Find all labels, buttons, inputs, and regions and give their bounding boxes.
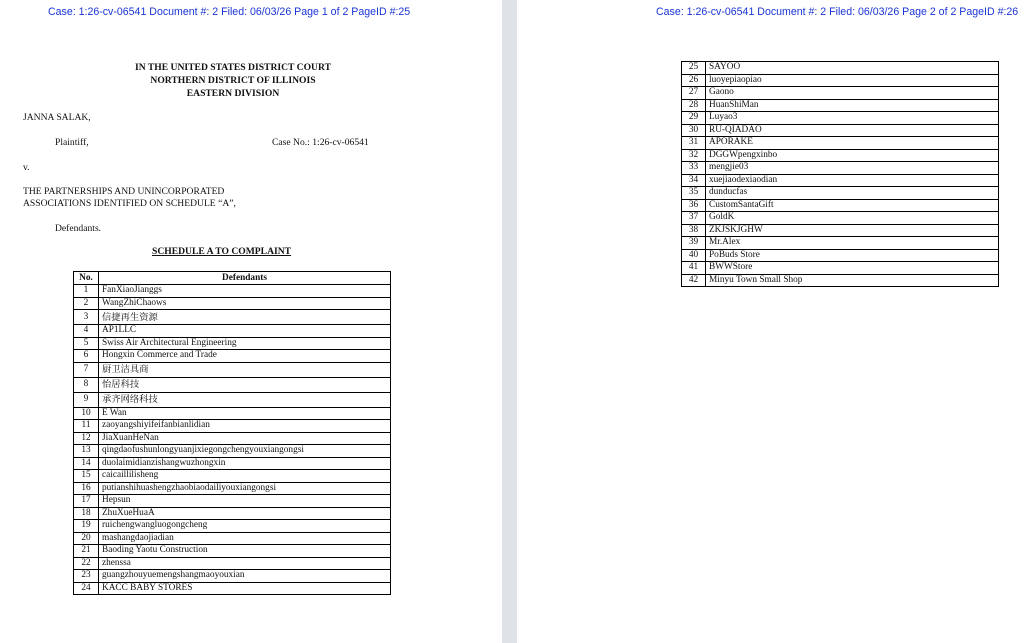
table-row: [74, 532, 391, 545]
row-number: 25: [682, 62, 706, 75]
row-number: 12: [74, 432, 99, 445]
table-row: [682, 74, 999, 87]
defendants-role: Defendants.: [55, 223, 102, 234]
defendant-name: Swiss Air Architectural Engineering: [99, 337, 391, 350]
court-name: IN THE UNITED STATES DISTRICT COURT: [135, 62, 331, 73]
table-row: [74, 362, 391, 377]
table-row: [682, 99, 999, 112]
table-row: [74, 545, 391, 558]
schedule-title: SCHEDULE A TO COMPLAINT: [152, 246, 292, 257]
table-row: [682, 112, 999, 125]
table-row: [682, 187, 999, 200]
row-number: 20: [74, 532, 99, 545]
defendant-name: Baoding Yaotu Construction: [99, 545, 391, 558]
table-row: [682, 224, 999, 237]
defendants-caption-line2: ASSOCIATIONS IDENTIFIED ON SCHEDULE “A”,: [23, 198, 236, 209]
row-number: 16: [74, 482, 99, 495]
row-number: 11: [74, 420, 99, 433]
defendant-name: 怡居科技: [99, 377, 391, 392]
defendant-name: qingdaofushunlongyuanjixiegongchengyouxiangongsi: [99, 445, 391, 458]
defendant-name: BWWStore: [706, 262, 999, 275]
row-number: 26: [682, 74, 706, 87]
row-number: 3: [74, 310, 99, 325]
table-row: [682, 237, 999, 250]
row-number: 33: [682, 162, 706, 175]
row-number: 30: [682, 124, 706, 137]
plaintiff-name: JANNA SALAK,: [23, 112, 91, 123]
row-number: 41: [682, 262, 706, 275]
table-row: [74, 582, 391, 595]
table-row: [682, 137, 999, 150]
defendant-name: CustomSantaGift: [706, 199, 999, 212]
table-row: [682, 87, 999, 100]
defendant-name: putianshihuashengzhaobiaodailiyouxiangongsi: [99, 482, 391, 495]
row-number: 40: [682, 249, 706, 262]
table-row: [74, 350, 391, 363]
case-number: Case No.: 1:26-cv-06541: [272, 137, 369, 148]
table-row: [682, 262, 999, 275]
versus: v.: [23, 162, 30, 173]
page-2: [517, 0, 1035, 643]
row-number: 9: [74, 392, 99, 407]
defendant-name: mashangdaojiadian: [99, 532, 391, 545]
row-number: 17: [74, 495, 99, 508]
row-number: 34: [682, 174, 706, 187]
defendant-name: luoyepiaopiao: [706, 74, 999, 87]
table-row: [74, 445, 391, 458]
court-district: NORTHERN DISTRICT OF ILLINOIS: [150, 75, 316, 86]
row-number: 18: [74, 507, 99, 520]
table-row: [682, 124, 999, 137]
defendant-name: Luyao3: [706, 112, 999, 125]
row-number: 27: [682, 87, 706, 100]
defendant-name: SAYOO: [706, 62, 999, 75]
table-row: [682, 149, 999, 162]
defendant-name: Gaono: [706, 87, 999, 100]
defendant-name: ruichengwangluogongcheng: [99, 520, 391, 533]
defendant-name: dunducfas: [706, 187, 999, 200]
defendant-name: KACC BABY STORES: [99, 582, 391, 595]
table-row: [74, 482, 391, 495]
defendant-name: WangZhiChaows: [99, 297, 391, 310]
row-number: 36: [682, 199, 706, 212]
defendant-name: 厨卫洁具商: [99, 362, 391, 377]
row-number: 21: [74, 545, 99, 558]
row-number: 37: [682, 212, 706, 225]
table-row: [74, 285, 391, 298]
defendant-name: GoldK: [706, 212, 999, 225]
defendant-name: zaoyangshiyifeifanbianlidian: [99, 420, 391, 433]
defendant-name: JiaXuanHeNan: [99, 432, 391, 445]
row-number: 31: [682, 137, 706, 150]
row-number: 42: [682, 274, 706, 287]
defendant-name: xuejiaodexiaodian: [706, 174, 999, 187]
defendant-name: APORAKE: [706, 137, 999, 150]
row-number: 22: [74, 557, 99, 570]
row-number: 14: [74, 457, 99, 470]
defendant-name: mengjie03: [706, 162, 999, 175]
table-row: [74, 325, 391, 338]
table-row: [74, 337, 391, 350]
defendant-name: FanXiaoJianggs: [99, 285, 391, 298]
column-header-defendants: Defendants: [99, 272, 391, 285]
row-number: 2: [74, 297, 99, 310]
defendant-name: Hepsun: [99, 495, 391, 508]
defendant-name: zhenssa: [99, 557, 391, 570]
defendant-name: Hongxin Commerce and Trade: [99, 350, 391, 363]
table-row: [682, 274, 999, 287]
table-row: [682, 162, 999, 175]
row-number: 23: [74, 570, 99, 583]
defendant-name: Minyu Town Small Shop: [706, 274, 999, 287]
defendant-name: Mr.Alex: [706, 237, 999, 250]
defendant-name: HuanShiMan: [706, 99, 999, 112]
defendant-name: 信捷再生资源: [99, 310, 391, 325]
row-number: 7: [74, 362, 99, 377]
table-row: [74, 310, 391, 325]
row-number: 39: [682, 237, 706, 250]
row-number: 15: [74, 470, 99, 483]
page-1: [0, 0, 502, 643]
defendant-name: 承齐网络科技: [99, 392, 391, 407]
table-row: [74, 432, 391, 445]
table-row: [74, 420, 391, 433]
row-number: 19: [74, 520, 99, 533]
row-number: 13: [74, 445, 99, 458]
table-row: [74, 457, 391, 470]
defendant-name: duolaimidianzishangwuzhongxin: [99, 457, 391, 470]
court-division: EASTERN DIVISION: [186, 88, 280, 99]
defendant-name: E Wan: [99, 407, 391, 420]
defendants-caption-line1: THE PARTNERSHIPS AND UNINCORPORATED: [23, 186, 225, 197]
row-number: 38: [682, 224, 706, 237]
table-row: [682, 199, 999, 212]
row-number: 8: [74, 377, 99, 392]
court-caption: [108, 61, 358, 100]
defendant-name: guangzhouyuemengshangmaoyouxian: [99, 570, 391, 583]
row-number: 10: [74, 407, 99, 420]
row-number: 24: [74, 582, 99, 595]
row-number: 35: [682, 187, 706, 200]
row-number: 1: [74, 285, 99, 298]
table-row: [682, 62, 999, 75]
table-row: [74, 392, 391, 407]
schedule-table-page1: [73, 271, 391, 595]
page-header: Case: 1:26-cv-06541 Document #: 2 Filed: 06/03/26 Page 1 of 2 PageID #:25: [48, 6, 411, 18]
defendant-name: ZhuXueHuaA: [99, 507, 391, 520]
defendant-name: PoBuds Store: [706, 249, 999, 262]
table-row: [74, 407, 391, 420]
defendant-name: DGGWpengxinbo: [706, 149, 999, 162]
table-row: [682, 212, 999, 225]
plaintiff-role: Plaintiff,: [55, 137, 89, 148]
table-row: [682, 174, 999, 187]
table-row: [74, 520, 391, 533]
defendant-name: RU-QIADAO: [706, 124, 999, 137]
defendant-name: ZKJSKJGHW: [706, 224, 999, 237]
row-number: 6: [74, 350, 99, 363]
column-header-no: No.: [74, 272, 99, 285]
row-number: 5: [74, 337, 99, 350]
table-row: [74, 570, 391, 583]
row-number: 28: [682, 99, 706, 112]
row-number: 29: [682, 112, 706, 125]
table-row: [74, 297, 391, 310]
table-row: [74, 557, 391, 570]
table-row: [682, 249, 999, 262]
schedule-table-page2: [681, 61, 999, 287]
row-number: 32: [682, 149, 706, 162]
defendant-name: caicaillilisheng: [99, 470, 391, 483]
table-row: [74, 495, 391, 508]
row-number: 4: [74, 325, 99, 338]
page-header: Case: 1:26-cv-06541 Document #: 2 Filed: 06/03/26 Page 2 of 2 PageID #:26: [656, 6, 1019, 18]
defendant-name: AP1LLC: [99, 325, 391, 338]
table-row: [74, 470, 391, 483]
table-row: [74, 507, 391, 520]
table-row: [74, 377, 391, 392]
